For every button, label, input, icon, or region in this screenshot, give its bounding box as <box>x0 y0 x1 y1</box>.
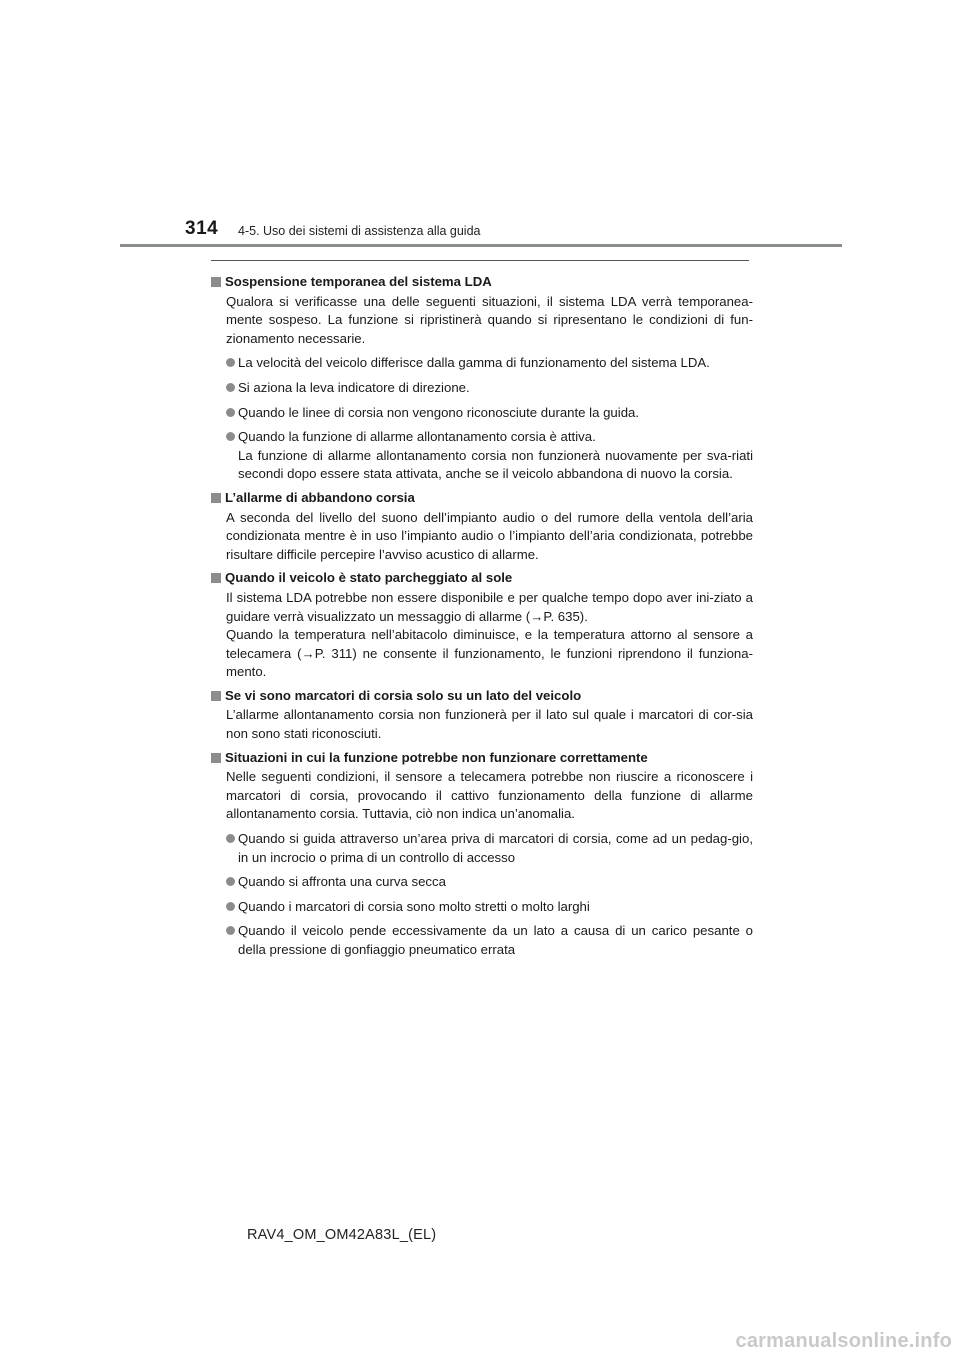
circle-bullet-icon <box>226 408 235 417</box>
content-body <box>211 268 753 960</box>
list-item-text: Quando le linee di corsia non vengono riconosciute durante la guida. <box>238 404 640 420</box>
circle-bullet-icon <box>226 877 235 886</box>
section-title: 4-5. Uso dei sistemi di assistenza alla guida <box>238 224 481 238</box>
list-item <box>211 922 753 959</box>
square-bullet-icon <box>211 691 221 701</box>
section-heading-text: Quando il veicolo è stato parcheggiato al sole <box>225 570 513 586</box>
circle-bullet-icon <box>226 383 235 392</box>
list-item-text: Quando si guida attraverso un’area priva di marcatori di corsia, come ad un pedag-gio, in un incrocio o prima di un controllo di accesso <box>238 831 753 865</box>
section-paragraph: Qualora si verificasse una delle seguenti situazioni, il sistema LDA verrà temporanea-mente sospeso. La funzione si ripristinerà quando si ripresentano le condizioni di fun-zionamento necessarie. <box>226 293 753 346</box>
square-bullet-icon <box>211 573 221 583</box>
circle-bullet-icon <box>226 834 235 843</box>
header-rule <box>120 244 842 247</box>
list-item <box>211 354 753 373</box>
list-item-text: Quando il veicolo pende eccessivamente da un lato a causa di un carico pesante o della pressione di gonfiaggio pneumatico errata <box>238 923 753 957</box>
section-heading <box>211 749 753 768</box>
list-item-text: Quando si affronta una curva secca <box>238 874 446 890</box>
section-heading-text: Se vi sono marcatori di corsia solo su un lato del veicolo <box>225 687 582 703</box>
list-item <box>211 404 753 423</box>
circle-bullet-icon <box>226 358 235 367</box>
list-item <box>211 898 753 917</box>
section-paragraph: A seconda del livello del suono dell’impianto audio o del rumore della ventola dell’aria condizionata mentre è in uso l’impianto audio o l’impianto dell’aria condizionata, potrebbe risultare difficile percepire l’avviso acustico di allarme. <box>226 509 753 562</box>
section-heading-text: L’allarme di abbandono corsia <box>225 489 415 505</box>
watermark: carmanualsonline.info <box>735 1330 952 1352</box>
section-heading <box>211 489 753 508</box>
list-item <box>211 379 753 398</box>
footer-model-code: RAV4_OM_OM42A83L_(EL) <box>247 1227 437 1243</box>
section-heading <box>211 273 753 292</box>
list-item <box>211 830 753 867</box>
list-item-text: Quando la funzione di allarme allontanamento corsia è attiva. La funzione di allarme allontanamento corsia non funzionerà nuovamente per sva-riati secondi dopo essere stata attivata, anche se il veicolo abbandona di nuovo la corsia. <box>238 429 753 482</box>
section-heading <box>211 569 753 588</box>
circle-bullet-icon <box>226 926 235 935</box>
section-paragraph: Nelle seguenti condizioni, il sensore a telecamera potrebbe non riuscire a riconoscere i marcatori di corsia, provocando il cattivo funzionamento della funzione di allarme allontanamento corsia. Tuttavia, ciò non indica un’anomalia. <box>226 769 753 822</box>
section-paragraph: L’allarme allontanamento corsia non funzionerà per il lato sul quale i marcatori di cor-sia non sono stati riconosciuti. <box>226 707 753 742</box>
circle-bullet-icon <box>226 432 235 441</box>
square-bullet-icon <box>211 493 221 503</box>
square-bullet-icon <box>211 277 221 287</box>
list-item-text: Quando i marcatori di corsia sono molto stretti o molto larghi <box>238 898 590 914</box>
section-heading-text: Sospensione temporanea del sistema LDA <box>225 274 492 289</box>
circle-bullet-icon <box>226 902 235 911</box>
content-rule <box>211 260 749 261</box>
list-item-text: La velocità del veicolo differisce dalla gamma di funzionamento del sistema LDA. <box>238 355 710 371</box>
section-heading-text: Situazioni in cui la funzione potrebbe non funzionare correttamente <box>225 749 648 765</box>
list-item <box>211 428 753 484</box>
section-heading <box>211 687 753 706</box>
page-number: 314 <box>185 218 219 239</box>
list-item-text: Si aziona la leva indicatore di direzione. <box>238 379 470 395</box>
list-item <box>211 873 753 892</box>
section-paragraph: Il sistema LDA potrebbe non essere disponibile e per qualche tempo dopo aver ini-ziato a guidare verrà visualizzato un messaggio di allarme (→P. 635). Quando la temperatura nell’abitacolo diminuisce, e la temperatura attorno al sensore a telecamera (→P. 311) ne consente il funzionamento, le funzioni riprendono il funziona-mento. <box>226 589 753 680</box>
square-bullet-icon <box>211 753 221 763</box>
